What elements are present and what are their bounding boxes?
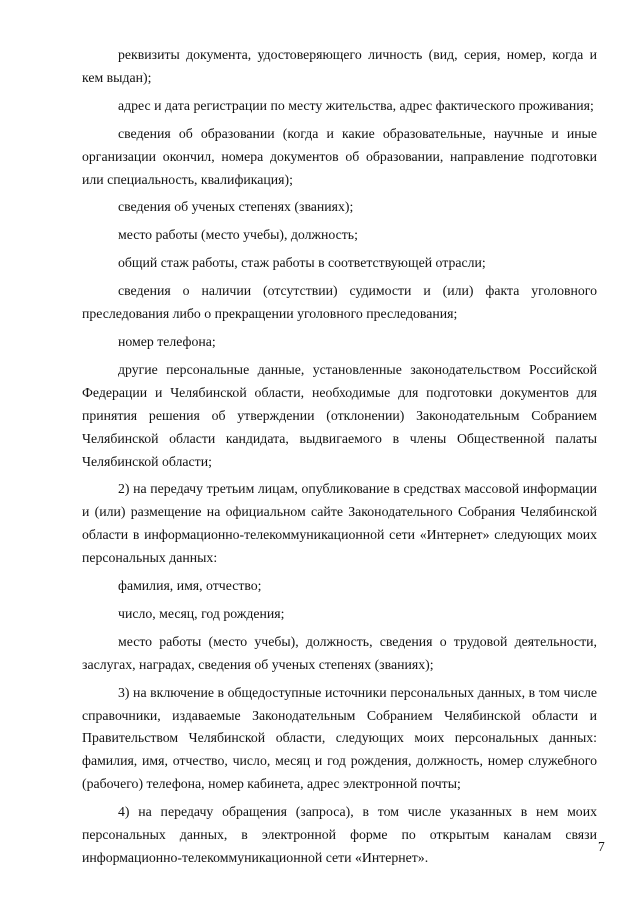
document-body: [82, 44, 597, 875]
paragraph-item-4-electronic-transfer: 4) на передачу обращения (запроса), в том числе указанных в нем моих персональных данных, в электронной форме по открытым каналам связи информационно-телекоммуникационной сети «Интернет».: [82, 804, 597, 865]
paragraph-other-personal-data: другие персональные данные, установленные законодательством Российской Федерации и Челябинской области, необходимые для подготовки документов для принятия решения об утверждении (отклонении) Законодательным Собранием Челябинской области кандидата, выдвигаемого в члены Общественной палаты Челябинской области;: [82, 361, 597, 469]
paragraph-phone-number: номер телефона;: [118, 333, 216, 349]
paragraph-employment-awards: место работы (место учебы), должность, сведения о трудовой деятельности, заслугах, наградах, сведения об ученых степенях (званиях);: [82, 633, 597, 672]
paragraph-education: сведения об образовании (когда и какие образовательные, научные и иные организации окончил, номера документов об образовании, направление подготовки или специальность, квалификация);: [82, 125, 597, 187]
paragraph-item-2-transfer: 2) на передачу третьим лицам, опубликование в средствах массовой информации и (или) размещение на официальном сайте Законодательного Собрания Челябинской области в информационно-телекоммуникационной сети «Интернет» следующих моих персональных данных:: [82, 481, 597, 566]
paragraph-workplace: место работы (место учебы), должность;: [118, 227, 358, 243]
paragraph-birth-date: число, месяц, год рождения;: [118, 605, 285, 621]
paragraph-registration-address: адрес и дата регистрации по месту жительства, адрес фактического проживания;: [118, 97, 594, 113]
paragraph-item-3-public-sources: 3) на включение в общедоступные источники персональных данных, в том числе справочники, издаваемые Законодательным Собранием Челябинской области и Правительством Челябинской области, следующих моих персональных данных: фамилия, имя, отчество, число, месяц и год рождения, должность, номер служебного (рабочего) телефона, номер кабинета, адрес электронной почты;: [82, 684, 597, 792]
paragraph-work-experience: общий стаж работы, стаж работы в соответствующей отрасли;: [118, 255, 486, 271]
page-number: 7: [598, 839, 605, 854]
paragraph-identity-document: реквизиты документа, удостоверяющего личность (вид, серия, номер, когда и кем выдан);: [82, 47, 597, 85]
paragraph-academic-degrees: сведения об ученых степенях (званиях);: [118, 199, 354, 215]
paragraph-criminal-record: сведения о наличии (отсутствии) судимости и (или) факта уголовного преследования либо о прекращении уголовного преследования;: [82, 283, 597, 322]
paragraph-full-name: фамилия, имя, отчество;: [118, 578, 262, 594]
